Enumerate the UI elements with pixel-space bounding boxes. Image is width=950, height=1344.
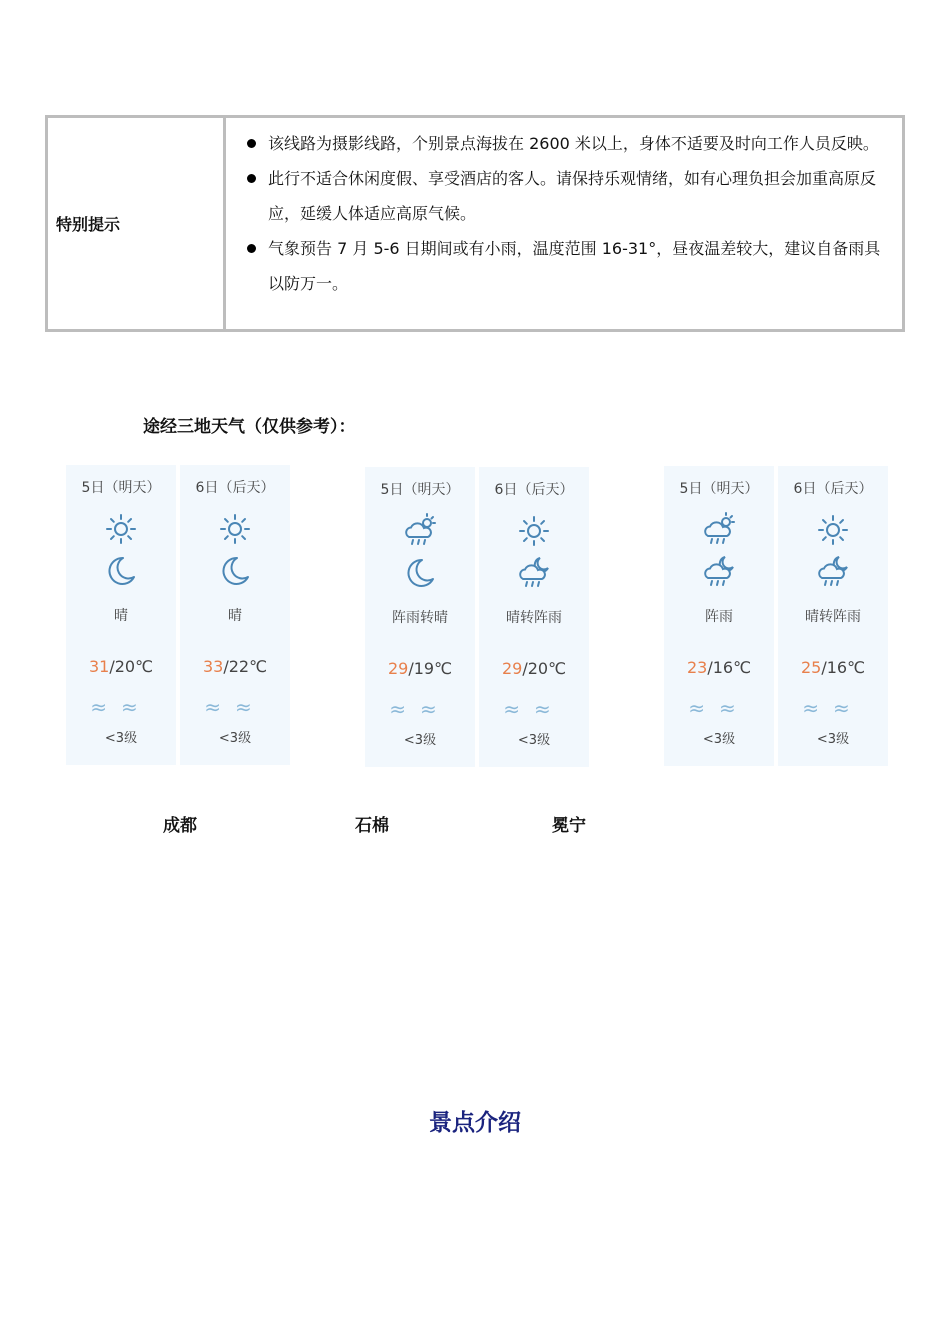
weather-heading: 途经三地天气（仅供参考）： bbox=[143, 417, 356, 437]
temperature bbox=[365, 659, 475, 678]
high-temp: 29 bbox=[387, 659, 409, 678]
wind-wave-icon: ≈≈ bbox=[802, 696, 864, 720]
weather-day-card bbox=[479, 467, 589, 767]
weather-day-card bbox=[66, 465, 176, 765]
moon-icon bbox=[215, 551, 255, 591]
weather-day-card bbox=[778, 466, 888, 766]
wind-wave-icon: ≈≈ bbox=[204, 695, 266, 719]
night-shower-icon bbox=[699, 552, 739, 592]
notice-table bbox=[45, 115, 905, 332]
notice-item-text: 气象预告 7 月 5-6 日期间或有小雨，温度范围 16-31°，昼夜温差较大，建议自备雨具以防万一。 bbox=[268, 239, 881, 293]
section-title: 景点介绍 bbox=[429, 1110, 521, 1136]
bullet-icon bbox=[234, 126, 268, 161]
night-shower-icon bbox=[813, 552, 853, 592]
temperature bbox=[66, 657, 176, 676]
sun-icon bbox=[101, 509, 141, 549]
wind-level: <3级 bbox=[702, 732, 736, 747]
temperature bbox=[664, 658, 774, 677]
high-temp: 29 bbox=[501, 659, 523, 678]
low-temp: /16℃ bbox=[821, 658, 866, 677]
bullet-icon bbox=[234, 161, 268, 231]
notice-heading: 特别提示 bbox=[48, 118, 226, 329]
shower-icon bbox=[400, 511, 440, 551]
day-label: 5日（明天） bbox=[679, 481, 759, 497]
high-temp: 33 bbox=[202, 657, 224, 676]
night-shower-icon bbox=[514, 553, 554, 593]
city-label-mianning: 冕宁 bbox=[552, 816, 586, 836]
weather-panel-mianning bbox=[664, 466, 888, 766]
condition-text: 晴 bbox=[114, 608, 128, 624]
low-temp: /20℃ bbox=[522, 659, 567, 678]
wind-level: <3级 bbox=[218, 731, 252, 746]
wind-level: <3级 bbox=[816, 732, 850, 747]
wind-level: <3级 bbox=[517, 733, 551, 748]
weather-day-card bbox=[365, 467, 475, 767]
condition-text: 阵雨转晴 bbox=[392, 610, 448, 626]
notice-item bbox=[234, 231, 894, 301]
wind-wave-icon: ≈≈ bbox=[389, 697, 451, 721]
moon-icon bbox=[400, 553, 440, 593]
sun-icon bbox=[215, 509, 255, 549]
low-temp: /22℃ bbox=[223, 657, 268, 676]
weather-day-card bbox=[664, 466, 774, 766]
temperature bbox=[778, 658, 888, 677]
day-label: 6日（后天） bbox=[195, 480, 275, 496]
city-label-shimian: 石棉 bbox=[355, 816, 389, 836]
shower-icon bbox=[699, 510, 739, 550]
condition-text: 晴转阵雨 bbox=[805, 609, 861, 625]
sun-icon bbox=[514, 511, 554, 551]
wind-level: <3级 bbox=[403, 733, 437, 748]
high-temp: 25 bbox=[800, 658, 822, 677]
wind-wave-icon: ≈≈ bbox=[688, 696, 750, 720]
notice-list bbox=[226, 118, 902, 329]
notice-item bbox=[234, 126, 894, 161]
day-label: 6日（后天） bbox=[494, 482, 574, 498]
weather-panel-chengdu bbox=[66, 465, 290, 765]
wind-wave-icon: ≈≈ bbox=[90, 695, 152, 719]
weather-panel-shimian bbox=[365, 467, 589, 767]
condition-text: 晴 bbox=[228, 608, 242, 624]
low-temp: /16℃ bbox=[707, 658, 752, 677]
day-label: 6日（后天） bbox=[793, 481, 873, 497]
low-temp: /19℃ bbox=[408, 659, 453, 678]
bullet-icon bbox=[234, 231, 268, 301]
wind-level: <3级 bbox=[104, 731, 138, 746]
city-label-chengdu: 成都 bbox=[163, 816, 197, 836]
notice-item-text: 此行不适合休闲度假、享受酒店的客人。请保持乐观情绪，如有心理负担会加重高原反应，延缓人体适应高原气候。 bbox=[268, 169, 877, 223]
high-temp: 23 bbox=[686, 658, 708, 677]
low-temp: /20℃ bbox=[109, 657, 154, 676]
temperature bbox=[180, 657, 290, 676]
moon-icon bbox=[101, 551, 141, 591]
notice-item bbox=[234, 161, 894, 231]
condition-text: 晴转阵雨 bbox=[506, 610, 562, 626]
day-label: 5日（明天） bbox=[380, 482, 460, 498]
high-temp: 31 bbox=[88, 657, 110, 676]
sun-icon bbox=[813, 510, 853, 550]
condition-text: 阵雨 bbox=[705, 609, 733, 625]
weather-day-card bbox=[180, 465, 290, 765]
day-label: 5日（明天） bbox=[81, 480, 161, 496]
notice-item-text: 该线路为摄影线路，个别景点海拔在 2600 米以上，身体不适要及时向工作人员反映。 bbox=[268, 134, 879, 153]
temperature bbox=[479, 659, 589, 678]
wind-wave-icon: ≈≈ bbox=[503, 697, 565, 721]
